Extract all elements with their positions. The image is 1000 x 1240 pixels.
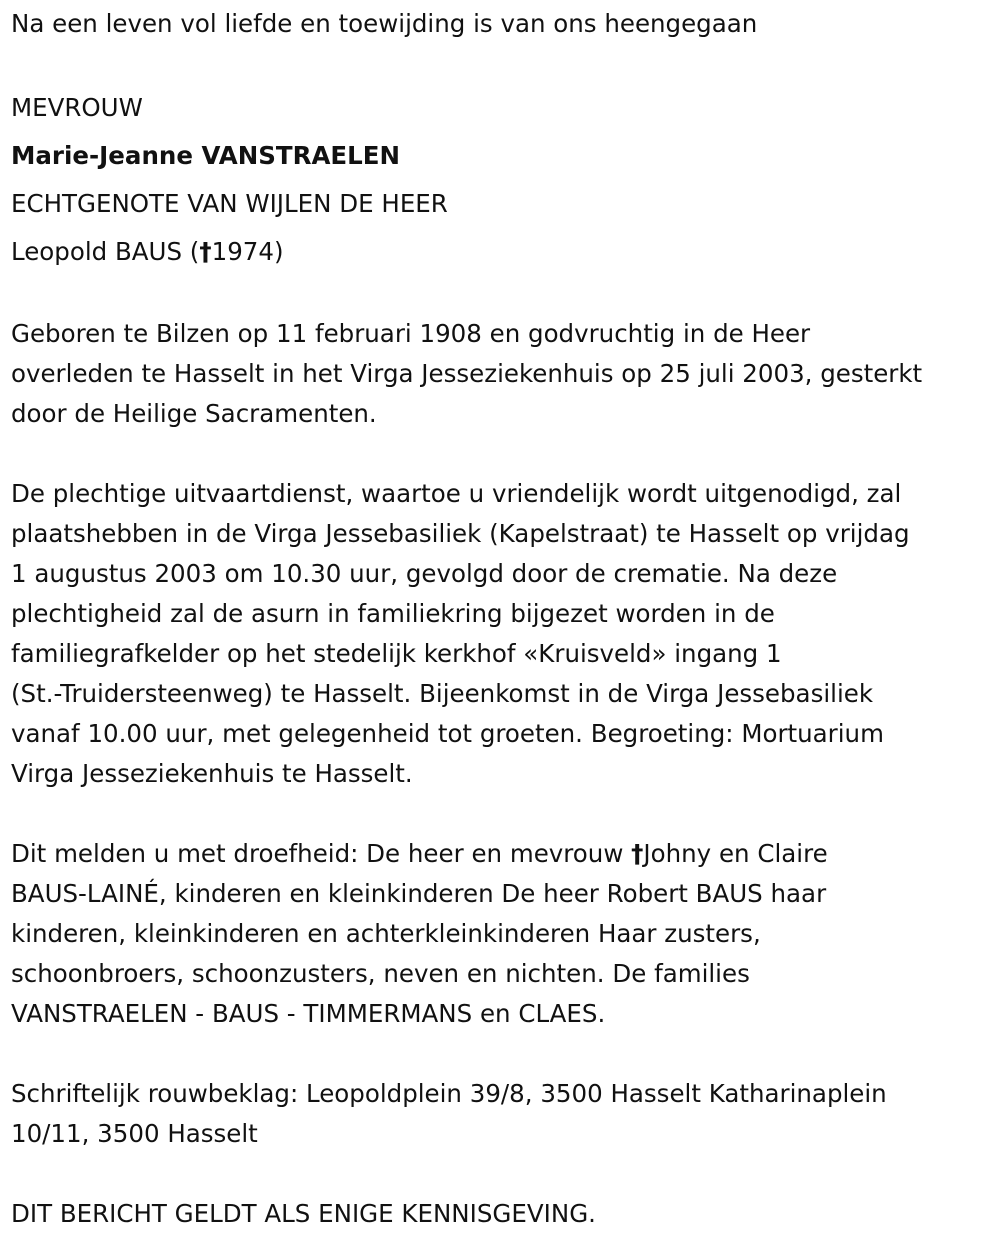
cross-icon: †: [631, 839, 644, 868]
announcement-start: Dit melden u met droefheid: De heer en mevrouw: [11, 839, 632, 868]
intro-text: Na een leven vol liefde en toewijding is van ons heengegaan: [11, 9, 758, 38]
spacer: [11, 434, 996, 474]
condolences-paragraph: Schriftelijk rouwbeklag: Leopoldplein 39/8, 3500 Hasselt Katharinaplein 10/11, 3500 Hasselt: [11, 1079, 887, 1148]
spacer: [11, 1154, 996, 1194]
footer-notice: DIT BERICHT GELDT ALS ENIGE KENNISGEVING.: [11, 1199, 596, 1228]
funeral-paragraph: De plechtige uitvaartdienst, waartoe u vriendelijk wordt uitgenodigd, zal plaatshebben in de Virga Jessebasiliek (Kapelstraat) te Hasselt op vrijdag 1 augustus 2003 om 10.30 uur, gevolgd door de crematie. Na deze plechtigheid zal de asurn in familiekring bijgezet worden in de familiegrafkelder op het stedelijk kerkhof «Kruisveld» ingang 1 (St.-Truidersteenweg) te Hasselt. Bijeenkomst in de Virga Jessebasiliek vanaf 10.00 uur, met gelegenheid tot groeten. Begroeting: Mortuarium Virga Jesseziekenhuis te Hasselt.: [11, 479, 910, 788]
spacer: [11, 44, 996, 84]
spacer: [11, 1034, 996, 1074]
relation-text: ECHTGENOTE VAN WIJLEN DE HEER: [11, 189, 448, 218]
spouse-name: Leopold BAUS (: [11, 237, 200, 266]
cross-icon: †: [199, 237, 212, 266]
birth-death-paragraph: Geboren te Bilzen op 11 februari 1908 en godvruchtig in de Heer overleden te Hasselt in het Virga Jesseziekenhuis op 25 juli 2003, gesterkt door de Heilige Sacramenten.: [11, 319, 923, 428]
spacer: [11, 794, 996, 834]
obituary-notice: [11, 4, 996, 1234]
spouse-line: [11, 228, 996, 276]
deceased-name: Marie-Jeanne VANSTRAELEN: [11, 141, 401, 170]
spouse-death-year: 1974): [211, 237, 284, 266]
announcement-rest: Johny en Claire BAUS-LAINÉ, kinderen en kleinkinderen De heer Robert BAUS haar kinderen, kleinkinderen en achterkleinkinderen Haar zusters, schoonbroers, schoonzusters, neven en nichten. De families VANSTRAELEN - BAUS - TIMMERMANS en CLAES.: [11, 839, 828, 1028]
announcement-paragraph: [11, 834, 996, 1034]
spacer: [11, 276, 996, 314]
salutation: MEVROUW: [11, 93, 143, 122]
